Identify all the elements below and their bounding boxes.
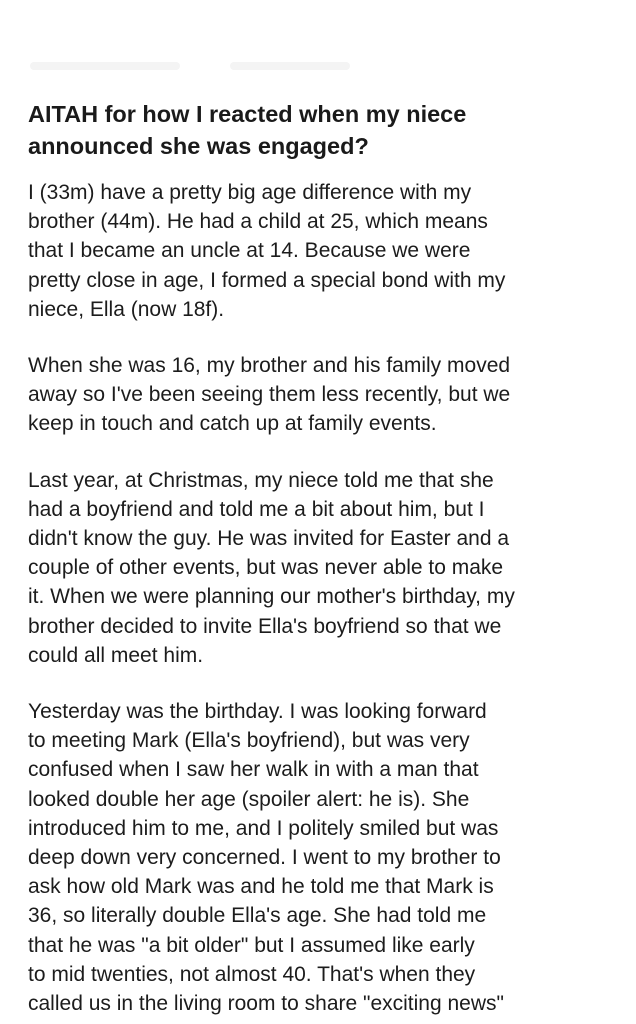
faded-header (0, 0, 636, 96)
post-paragraph: When she was 16, my brother and his family moved away so I've been seeing them less recently, but we keep in touch and catch up at family events. (28, 354, 511, 436)
faded-header-bar (230, 62, 350, 70)
post-paragraph: Yesterday was the birthday. I was looking forward to meeting Mark (Ella's boyfriend), but was very confused when I saw her walk in with a man that looked double her age (spoiler alert: he is). She introduced him to me, and I politely smiled but was deep down very concerned. I went to my brother to ask how old Mark was and he told me that Mark is 36, so literally double Ella's age. She had told me that he was "a bit older" but I assumed like early to mid twenties, not almost 40. That's when they called us in the living room to share "exciting news" (28, 700, 504, 1016)
post-content (28, 98, 620, 1024)
post-body (28, 178, 620, 1018)
post-paragraph: Last year, at Christmas, my niece told me that she had a boyfriend and told me a bit about him, but I didn't know the guy. He was invited for Easter and a couple of other events, but was never able to make it. When we were planning our mother's birthday, my brother decided to invite Ella's boyfriend so that we could all meet him. (28, 468, 515, 667)
post-paragraph: I (33m) have a pretty big age difference with my brother (44m). He had a child at 25, which means that I became an uncle at 14. Because we were pretty close in age, I formed a special bond with my niece, Ella (now 18f). (28, 181, 506, 321)
post-title: AITAH for how I reacted when my niece announced she was engaged? (28, 101, 467, 159)
faded-header-bar (30, 62, 180, 70)
